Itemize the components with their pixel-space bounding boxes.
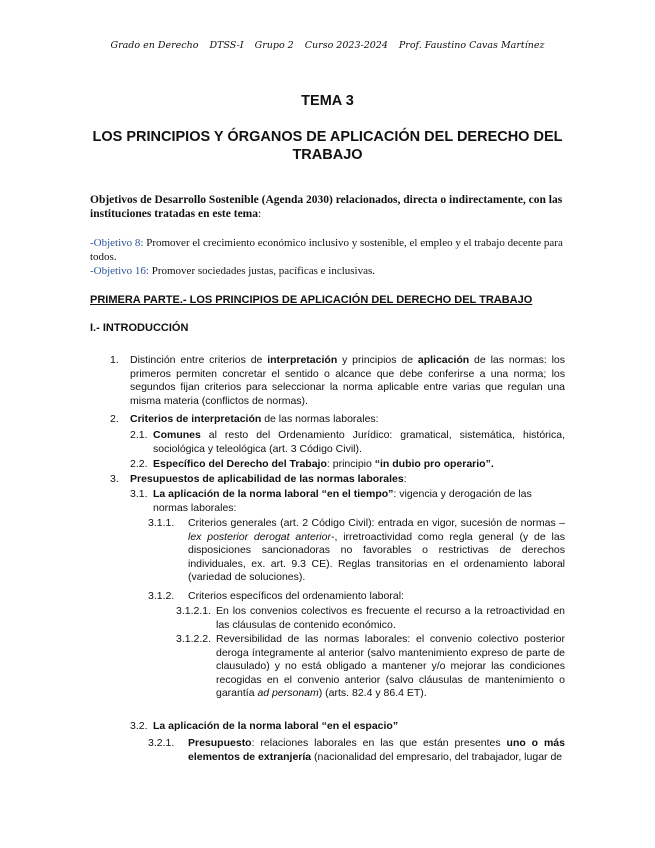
item-number: 3.1.: [130, 488, 148, 500]
item-number: 2.1.: [130, 429, 148, 441]
list-item-2: [130, 413, 565, 427]
text-run: de las normas laborales:: [261, 413, 379, 425]
list-item-3-2: [153, 720, 565, 734]
page-header: [0, 40, 655, 51]
document-title: LOS PRINCIPIOS Y ÓRGANOS DE APLICACIÓN DEL DERECHO DEL TRABAJO: [92, 129, 563, 163]
header-professor: Prof. Faustino Cavas Martínez: [398, 40, 545, 51]
ods-heading: [90, 193, 565, 221]
objective-label: -Objetivo 16:: [90, 265, 149, 277]
objective-text: Promover sociedades justas, pacíficas e inclusivas.: [148, 265, 376, 277]
list-item-3-2-1: [188, 737, 565, 764]
text-run: al resto del Ordenamiento Jurídico: gramatical, sistemática, histórica, sociológica y teleológica (art. 3 Código Civil).: [153, 429, 565, 455]
list-item-3: [130, 473, 565, 487]
text-bold: Específico del Derecho del Trabajo: [153, 458, 327, 470]
list-item-3-1-2: [188, 590, 565, 604]
text-run: Distinción entre criterios de: [130, 354, 268, 366]
list-item-2-2: [153, 458, 565, 472]
text-italic: lex posterior derogat anterior: [188, 530, 331, 543]
text-run: En los convenios colectivos es frecuente el recurso a la retroactividad en las cláusulas de contenido económico.: [216, 605, 565, 631]
item-number: 3.1.2.2.: [176, 633, 212, 645]
list-item-3-1-2-1: [216, 605, 565, 632]
section-heading: I.- INTRODUCCIÓN: [90, 322, 189, 334]
text-bold: Comunes: [153, 429, 201, 441]
text-bold: La aplicación de la norma laboral “en el tiempo”: [153, 488, 394, 500]
text-bold: Criterios de interpretación: [130, 413, 262, 425]
item-number: 3.: [110, 473, 119, 485]
tema-heading: TEMA 3: [301, 93, 354, 109]
list-item-3-1: [153, 488, 565, 515]
text-run: -, irretroactividad como regla general (y de las disposiciones sancionadoras no favorables o restrictivas de derechos individuales, ex. art. 9.3 CE). Reglas transitorias en el ordenamiento laboral (variedad de soluciones).: [188, 530, 565, 584]
text-run: Criterios generales (art. 2 Código Civil): entrada en vigor, sucesión de normas –: [188, 517, 565, 529]
objective-8: [90, 236, 565, 264]
list-item-3-1-1: [188, 517, 565, 585]
header-degree: Grado en Derecho: [110, 40, 199, 51]
ods-colon: :: [258, 208, 262, 220]
objectives-list: [90, 236, 565, 278]
item-number: 2.2.: [130, 458, 148, 470]
item-number: 3.2.1.: [148, 737, 175, 749]
text-italic: ad personam: [257, 687, 319, 700]
list-item-1: [130, 354, 565, 408]
text-bold: uno o más elementos de extranjería: [188, 737, 565, 763]
text-run: : principio: [326, 458, 375, 470]
text-run: : relaciones laborales en las que están presentes: [251, 737, 507, 749]
list-item-3-1-2-2: [216, 633, 565, 701]
item-number: 3.1.1.: [148, 517, 175, 529]
text-run: Criterios específicos del ordenamiento laboral:: [188, 590, 404, 602]
ods-heading-text: Objetivos de Desarrollo Sostenible (Agenda 2030) relacionados, directa o indirectamente, con las instituciones tratadas en este tema: [90, 194, 563, 220]
objective-text: Promover el crecimiento económico inclusivo y sostenible, el empleo y el trabajo decente para todos.: [90, 237, 563, 263]
item-number: 1.: [110, 354, 119, 366]
text-run: y principios de: [337, 354, 418, 366]
item-number: 3.1.2.: [148, 590, 175, 602]
text-run: Reversibilidad de las normas laborales: el convenio colectivo posterior deroga íntegramente al anterior (salvo mantenimiento expreso de parte de clausulado) y no está obligado a mantener y/o mejorar las condiciones recogidas en el convenio anterior (salvo cláusulas de mantenimiento o garantía: [216, 633, 565, 700]
list-item-2-1: [153, 429, 565, 456]
text-bold: Presupuesto: [188, 737, 252, 749]
text-run: :: [403, 473, 407, 485]
objective-label: -Objetivo 8:: [90, 237, 144, 249]
text-run: : vigencia y derogación de las normas laborales:: [153, 488, 532, 514]
header-course: Curso 2023-2024: [304, 40, 388, 51]
text-bold: interpretación: [267, 354, 338, 366]
text-bold: “in dubio pro operario”.: [374, 458, 494, 470]
header-subject: DTSS-I: [209, 40, 244, 51]
text-run: (nacionalidad del empresario, del trabajador, lugar de: [311, 750, 563, 763]
text-bold: La aplicación de la norma laboral “en el espacio”: [153, 720, 399, 732]
item-number: 3.2.: [130, 720, 148, 732]
text-bold: aplicación: [417, 354, 470, 366]
text-run: de las normas: los primeros permiten concretar el sentido o alcance que debe conferirse a una norma; los segundos fijan criterios para seleccionar la norma aplicable entre varias que regulan una misma materia (conflictos de normas).: [130, 354, 566, 407]
objective-16: [90, 264, 565, 278]
item-number: 2.: [110, 413, 119, 425]
header-group: Grupo 2: [254, 40, 294, 51]
text-run: ) (arts. 82.4 y 86.4 ET).: [318, 687, 427, 700]
part-heading: PRIMERA PARTE.- LOS PRINCIPIOS DE APLICACIÓN DEL DERECHO DEL TRABAJO: [90, 294, 533, 306]
text-bold: Presupuestos de aplicabilidad de las normas laborales: [130, 473, 404, 485]
item-number: 3.1.2.1.: [176, 605, 212, 617]
